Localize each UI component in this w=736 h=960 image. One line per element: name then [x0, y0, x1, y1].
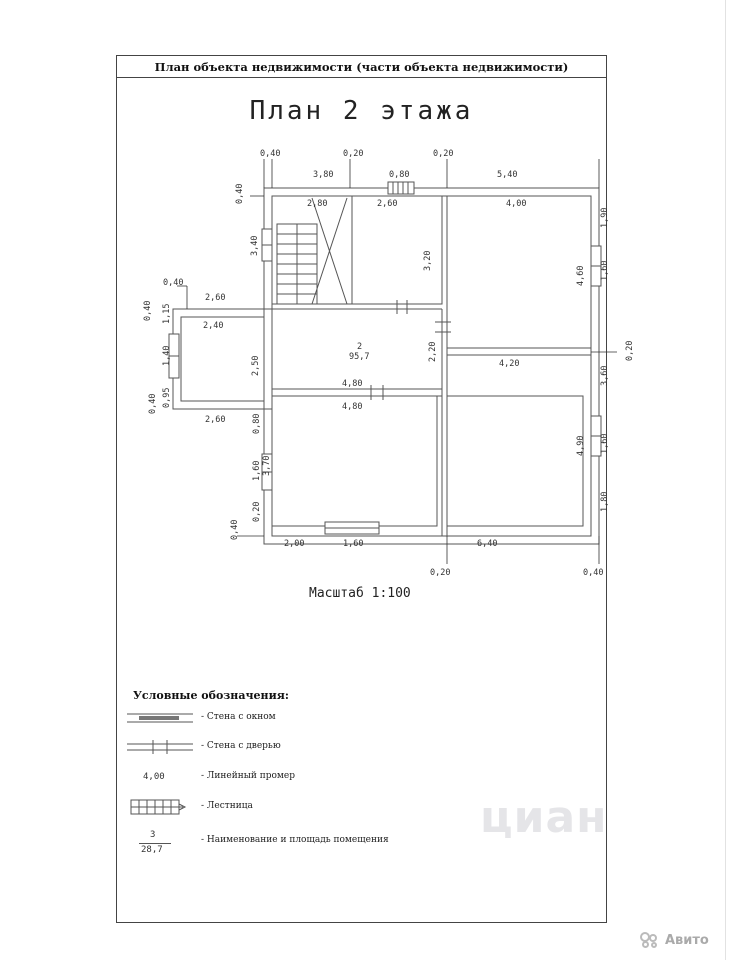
- dim-label: 1,15: [162, 303, 172, 324]
- dim-label: 1,60: [343, 539, 364, 549]
- avito-logo: [640, 932, 709, 948]
- document-header: План объекта недвижимости (части объекта недвижимости): [117, 56, 606, 78]
- dim-label: 3,40: [250, 235, 260, 256]
- dim-label: 3,20: [423, 250, 433, 271]
- dim-label: 2,60: [205, 415, 226, 425]
- stair-room: [272, 196, 352, 304]
- legend-sample-room-number: 3: [150, 830, 156, 840]
- dim-label: 4,00: [506, 199, 527, 209]
- legend-item-door-wall: [117, 737, 606, 757]
- dim-label: 1,60: [600, 260, 610, 281]
- door-wall-icon: [125, 737, 195, 757]
- room-bottom-left: [272, 396, 437, 526]
- dim-label: 0,40: [148, 393, 158, 414]
- dim-label: 2,60: [377, 199, 398, 209]
- dim-label: 3,70: [262, 455, 272, 476]
- dim-label: 4,20: [499, 359, 520, 369]
- dim-label: 4,90: [576, 435, 586, 456]
- dim-label: 0,40: [230, 519, 240, 540]
- room-bottom-right: [447, 396, 583, 526]
- dim-label: 0,20: [625, 340, 635, 361]
- dim-label: 2,00: [284, 539, 305, 549]
- dim-label: 4,80: [342, 379, 363, 389]
- dim-label: 2,60: [205, 293, 226, 303]
- cian-watermark: циан: [480, 792, 608, 843]
- dim-label: 0,20: [343, 149, 364, 159]
- dim-label: 1,90: [600, 207, 610, 228]
- room-area: 95,7: [349, 352, 370, 362]
- legend-label: - Стена с дверью: [201, 741, 281, 751]
- legend-item-linear-measure: [117, 767, 606, 787]
- outer-wall-inner: [272, 196, 591, 536]
- window-wall-icon: [125, 708, 195, 728]
- dim-label: 0,40: [143, 300, 153, 321]
- dim-label: 1,80: [600, 491, 610, 512]
- dim-label: 0,40: [163, 278, 184, 288]
- dim-label: 1,60: [600, 433, 610, 454]
- outer-wall: [264, 188, 599, 544]
- page-edge-line: [725, 0, 726, 960]
- legend-item-window-wall: [117, 708, 606, 728]
- dim-label: 0,40: [583, 568, 604, 578]
- dim-label: 0,80: [252, 413, 262, 434]
- dim-label: 2,50: [251, 355, 261, 376]
- avito-wordmark: Авито: [665, 932, 709, 948]
- legend-label: - Линейный промер: [201, 771, 296, 781]
- dim-label: 5,40: [497, 170, 518, 180]
- dim-label: 1,40: [162, 345, 172, 366]
- dim-label: 6,40: [477, 539, 498, 549]
- dim-label: 2,80: [307, 199, 328, 209]
- room-number: 2: [357, 342, 363, 352]
- plan-title: План 2 этажа: [249, 96, 474, 126]
- dim-label: 0,40: [260, 149, 281, 159]
- dim-label: 0,20: [430, 568, 451, 578]
- legend-sample-room-area: 28,7: [141, 845, 163, 855]
- plan-scale: Масштаб 1:100: [309, 586, 411, 601]
- dim-label: 0,95: [162, 387, 172, 408]
- room-400: [447, 196, 591, 348]
- stairs-icon: [125, 797, 195, 817]
- dim-label: 0,20: [433, 149, 454, 159]
- avito-dots-icon: [640, 932, 662, 948]
- dim-label: 3,60: [600, 365, 610, 386]
- dim-label: 2,40: [203, 321, 224, 331]
- legend-label: - Лестница: [201, 801, 253, 811]
- legend-label: - Стена с окном: [201, 712, 276, 722]
- dim-label: 0,20: [252, 501, 262, 522]
- dim-label: 4,60: [576, 265, 586, 286]
- dim-label: 3,80: [313, 170, 334, 180]
- legend-sample-measure: 4,00: [143, 772, 165, 782]
- dim-label: 4,80: [342, 402, 363, 412]
- legend-label: - Наименование и площадь помещения: [201, 835, 389, 845]
- dim-label: 0,40: [235, 183, 245, 204]
- room-260: [352, 196, 442, 304]
- dim-label: 0,80: [389, 170, 410, 180]
- dim-label: 1,60: [252, 460, 262, 481]
- legend-divider: [139, 843, 171, 844]
- legend-title: Условные обозначения:: [133, 689, 289, 702]
- dim-label: 2,20: [428, 341, 438, 362]
